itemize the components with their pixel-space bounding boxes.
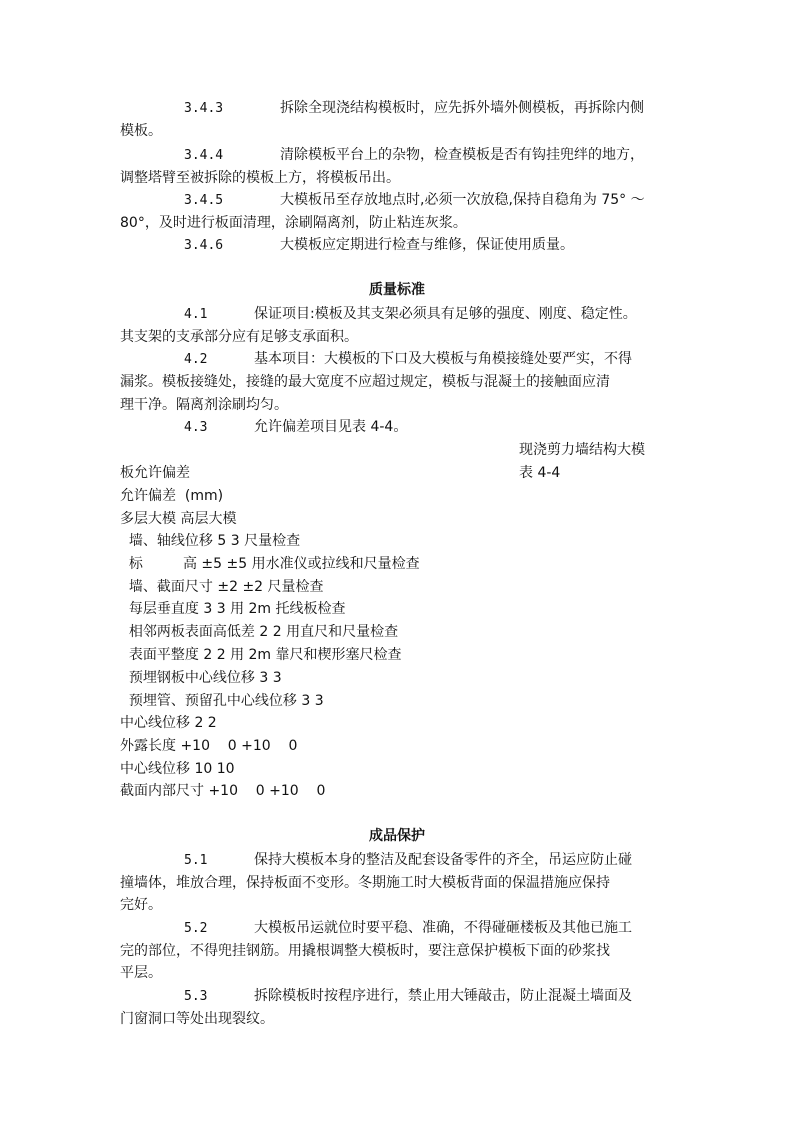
table-line: 预埋钢板中心线位移 3 3 [120,670,282,686]
clause-number: 3.4.3 [184,101,224,116]
paragraph-continuation: 模板。 [120,123,162,139]
clause-number: 4.2 [184,352,208,367]
paragraph-continuation: 门窗洞口等处出现裂纹。 [120,1011,274,1027]
clause-number: 5.2 [184,921,208,936]
paragraph-continuation: 调整塔臂至被拆除的模板上方，将模板吊出。 [120,170,400,186]
paragraph-3-4-3 [120,98,644,118]
table-line: 墙、轴线位移 5 3 尺量检查 [120,533,301,549]
clause-number: 5.3 [184,989,208,1004]
paragraph-continuation: 撞墙体，堆放合理，保持板面不变形。冬期施工时大模板背面的保温措施应保持 [120,875,610,891]
table-line: 表面平整度 2 2 用 2m 靠尺和楔形塞尺检查 [120,647,402,663]
table-line: 标 高 ±5 ±5 用水准仪或拉线和尺量检查 [120,556,420,572]
paragraph-continuation: 完的部位，不得兜挂钢筋。用撬根调整大模板时，要注意保护模板下面的砂浆找 [120,943,610,959]
table-number: 表 4-4 [519,465,561,481]
paragraph-text: 大模板吊至存放地点时,必须一次放稳,保持自稳角为 75° ～ [280,192,645,208]
table-line: 墙、截面尺寸 ±2 ±2 尺量检查 [120,579,324,595]
paragraph-4-3 [120,417,407,437]
table-line: 预埋管、预留孔中心线位移 3 3 [120,693,324,709]
clause-number: 4.1 [184,307,208,322]
clause-number: 3.4.4 [184,148,224,163]
paragraph-text: 基本项目：大模板的下口及大模板与角模接缝处要严实，不得 [254,351,632,367]
table-caption-title: 现浇剪力墙结构大模 [519,442,645,458]
section-heading-quality: 质量标准 [369,282,425,298]
table-line: 允许偏差 (mm) [120,488,224,504]
table-line: 中心线位移 2 2 [120,715,217,731]
table-line: 外露长度 +10 0 +10 0 [120,738,298,754]
paragraph-text: 清除模板平台上的杂物，检查模板是否有钩挂兜绊的地方， [280,147,644,163]
paragraph-3-4-4 [120,145,644,165]
paragraph-continuation: 平层。 [120,965,162,981]
paragraph-text: 大模板应定期进行检查与维修，保证使用质量。 [280,237,574,253]
paragraph-5-3 [120,986,632,1006]
paragraph-3-4-6 [120,235,574,255]
paragraph-continuation: 完好。 [120,897,162,913]
paragraph-text: 允许偏差项目见表 4-4。 [254,419,408,435]
table-line: 截面内部尺寸 +10 0 +10 0 [120,783,326,799]
paragraph-text: 拆除模板时按程序进行，禁止用大锤敲击，防止混凝土墙面及 [254,988,632,1004]
paragraph-text: 保持大模板本身的整洁及配套设备零件的齐全，吊运应防止碰 [254,852,632,868]
paragraph-continuation: 80°，及时进行板面清理，涂刷隔离剂，防止粘连灰浆。 [120,215,467,231]
clause-number: 3.4.5 [184,193,224,208]
table-caption-continuation: 板允许偏差 [120,465,190,481]
clause-number: 4.3 [184,420,208,435]
section-heading-protection: 成品保护 [369,828,425,844]
clause-number: 5.1 [184,853,208,868]
table-line: 中心线位移 10 10 [120,761,235,777]
paragraph-continuation: 漏浆。模板接缝处，接缝的最大宽度不应超过规定，模板与混凝土的接触面应清 [120,374,610,390]
table-line: 多层大模 高层大模 [120,511,237,527]
paragraph-3-4-5 [120,190,645,210]
paragraph-4-2 [120,349,632,369]
clause-number: 3.4.6 [184,238,224,253]
table-line: 每层垂直度 3 3 用 2m 托线板检查 [120,601,346,617]
paragraph-text: 大模板吊运就位时要平稳、准确，不得碰砸楼板及其他已施工 [254,920,632,936]
table-line: 相邻两板表面高低差 2 2 用直尺和尺量检查 [120,624,399,640]
paragraph-continuation: 理干净。隔离剂涂刷均匀。 [120,397,288,413]
paragraph-continuation: 其支架的支承部分应有足够支承面积。 [120,329,358,345]
paragraph-5-2 [120,918,632,938]
paragraph-5-1 [120,850,632,870]
paragraph-4-1 [120,304,637,324]
paragraph-text: 拆除全现浇结构模板时，应先拆外墙外侧模板，再拆除内侧 [280,100,644,116]
paragraph-text: 保证项目:模板及其支架必须具有足够的强度、刚度、稳定性。 [254,306,637,322]
